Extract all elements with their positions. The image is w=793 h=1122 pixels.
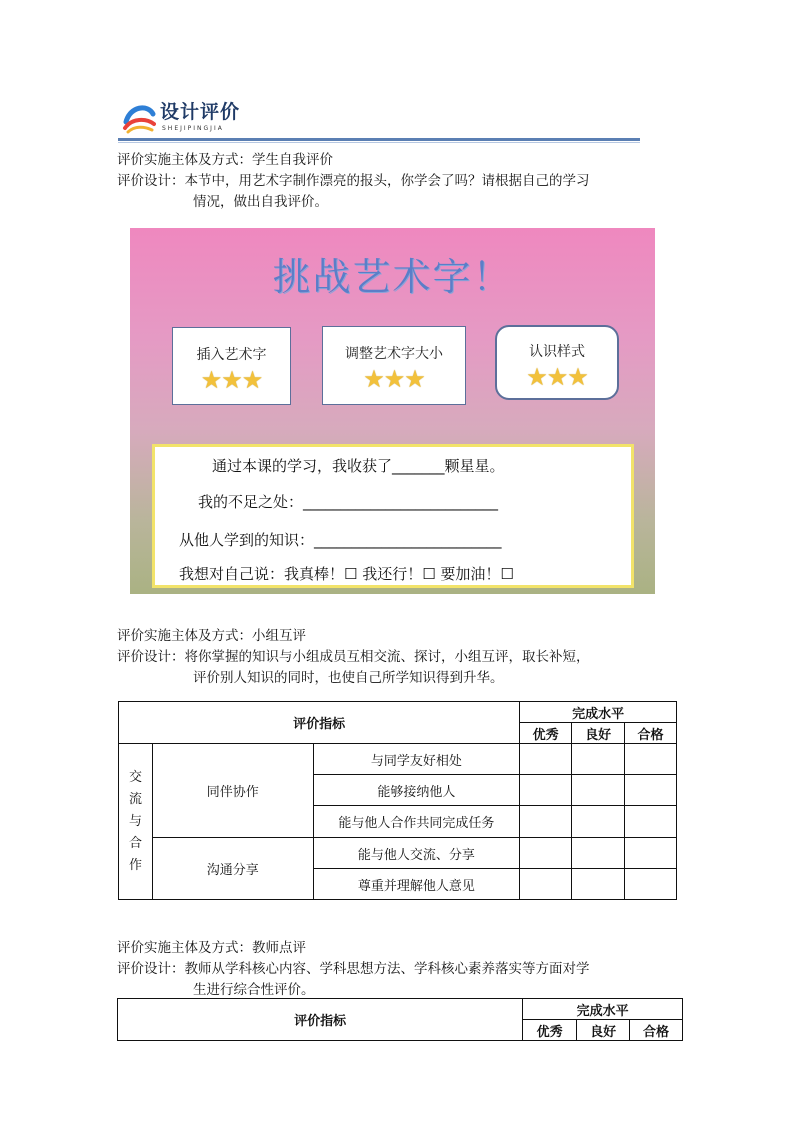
reflection-learned-line[interactable]: 从他人学到的知识：_________________________: [179, 531, 502, 549]
header-divider: [118, 138, 640, 141]
logo-title: 设计评价: [160, 101, 241, 123]
reflection-self-talk-line[interactable]: 我想对自己说：我真棒！☐ 我还行！☐ 要加油！☐: [179, 565, 514, 583]
logo: [122, 100, 156, 134]
reflection-box: [152, 444, 634, 588]
rating-cell[interactable]: [520, 806, 572, 838]
rating-cell[interactable]: [520, 838, 572, 869]
level-good: 良好: [572, 723, 625, 744]
indicator-item: 与同学友好相处: [313, 744, 520, 775]
logo-subtitle: SHEJIPINGJIA: [162, 125, 224, 132]
skill-card-style: [495, 325, 619, 400]
rating-cell[interactable]: [572, 838, 625, 869]
star-rating-icon[interactable]: ★★★: [200, 366, 263, 394]
section2-subject: 评价实施主体及方式：小组互评: [117, 628, 306, 644]
rating-cell[interactable]: [520, 775, 572, 806]
header-level: 完成水平: [520, 702, 677, 723]
skill-label: 认识样式: [529, 344, 585, 360]
rating-cell[interactable]: [520, 869, 572, 900]
indicator-item: 能够接纳他人: [313, 775, 520, 806]
skill-label: 调整艺术字大小: [345, 346, 443, 362]
indicator-item: 能与他人合作共同完成任务: [313, 806, 520, 838]
star-rating-icon[interactable]: ★★★: [526, 363, 588, 391]
rating-cell[interactable]: [572, 775, 625, 806]
reflection-shortcoming-line[interactable]: 我的不足之处：__________________________: [198, 493, 499, 511]
level-good: 良好: [577, 1020, 630, 1041]
peer-evaluation-table: [118, 701, 677, 900]
section1-design-line1: 评价设计：本节中，用艺术字制作漂亮的报头，你学会了吗？请根据自己的学习: [117, 173, 590, 189]
star-rating-icon[interactable]: ★★★: [363, 365, 425, 393]
section1-design-line2: 情况，做出自我评价。: [193, 194, 328, 210]
skill-label: 插入艺术字: [196, 347, 267, 363]
rating-cell[interactable]: [572, 806, 625, 838]
teacher-evaluation-table: [117, 998, 683, 1041]
header-indicator: 评价指标: [118, 999, 523, 1041]
rating-cell[interactable]: [520, 744, 572, 775]
category-char: 作: [128, 857, 142, 873]
category-char: 与: [128, 813, 142, 829]
header-divider-thin: [118, 142, 640, 143]
rating-cell[interactable]: [572, 869, 625, 900]
category-char: 流: [128, 791, 142, 807]
level-excellent: 优秀: [520, 723, 572, 744]
indicator-item: 能与他人交流、分享: [313, 838, 520, 869]
category-char: 交: [128, 769, 142, 785]
section2-design-line2: 评价别人知识的同时，也使自己所学知识得到升华。: [193, 670, 504, 686]
self-evaluation-poster: [130, 228, 655, 594]
rating-cell[interactable]: [625, 744, 677, 775]
poster-title: 挑战艺术字！: [272, 255, 513, 299]
rating-cell[interactable]: [625, 806, 677, 838]
logo-icon: [122, 100, 156, 134]
group-name: 同伴协作: [152, 744, 313, 838]
section3-subject: 评价实施主体及方式：教师点评: [117, 940, 306, 956]
rating-cell[interactable]: [625, 838, 677, 869]
level-pass: 合格: [625, 723, 677, 744]
rating-cell[interactable]: [625, 869, 677, 900]
rating-cell[interactable]: [625, 775, 677, 806]
level-pass: 合格: [630, 1020, 683, 1041]
reflection-stars-line[interactable]: 通过本课的学习，我收获了_______颗星星。: [212, 457, 505, 475]
category-char: 合: [128, 835, 142, 851]
section2-design-line1: 评价设计：将你掌握的知识与小组成员互相交流、探讨，小组互评，取长补短，: [117, 649, 590, 665]
indicator-item: 尊重并理解他人意见: [313, 869, 520, 900]
header-indicator: 评价指标: [119, 702, 520, 744]
section3-design-line2: 生进行综合性评价。: [193, 982, 315, 998]
section1-subject: 评价实施主体及方式：学生自我评价: [117, 152, 333, 168]
skill-card-resize: [322, 326, 466, 405]
group-name: 沟通分享: [152, 838, 313, 900]
skill-card-insert: [172, 327, 291, 405]
header-level: 完成水平: [523, 999, 683, 1020]
category-cell: [119, 744, 153, 900]
section3-design-line1: 评价设计：教师从学科核心内容、学科思想方法、学科核心素养落实等方面对学: [117, 961, 590, 977]
level-excellent: 优秀: [523, 1020, 577, 1041]
rating-cell[interactable]: [572, 744, 625, 775]
